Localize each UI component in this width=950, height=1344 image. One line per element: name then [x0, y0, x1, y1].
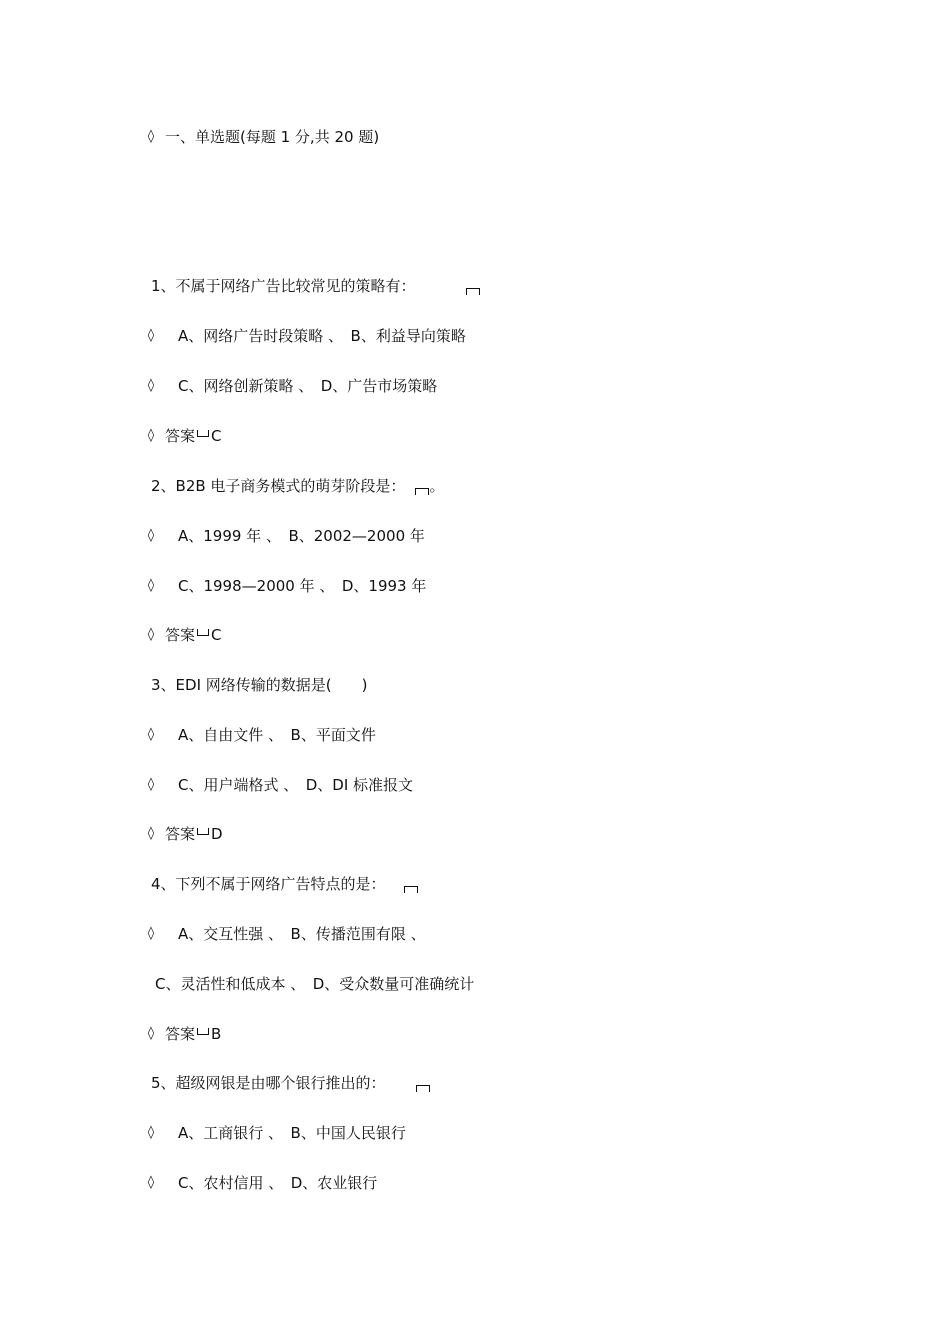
bullet-icon	[145, 627, 157, 643]
bullet-icon	[145, 777, 157, 793]
bullet-icon	[145, 378, 157, 394]
answer-mark-icon	[197, 629, 209, 636]
question-1-options-ab: A、网络广告时段策略 、 B、利益导向策略	[178, 327, 466, 345]
answer-value: B	[211, 1025, 222, 1043]
blank-mark-icon	[466, 288, 480, 295]
bullet-icon	[145, 1175, 157, 1191]
question-stem-text: 5、超级网银是由哪个银行推出的：	[151, 1074, 386, 1092]
bullet-icon	[145, 826, 157, 842]
answer-value: C	[211, 626, 222, 644]
answer-value: D	[211, 825, 223, 843]
question-2-answer	[165, 625, 222, 645]
question-stem-text: 2、B2B 电子商务模式的萌芽阶段是：	[151, 477, 406, 495]
question-2-stem	[151, 476, 444, 496]
bullet-icon	[145, 428, 157, 444]
question-4-options-ab: A、交互性强 、 B、传播范围有限 、	[178, 925, 426, 943]
question-2-options-cd: C、1998—2000 年 、 D、1993 年	[178, 577, 427, 595]
answer-mark-icon	[197, 430, 209, 437]
answer-label: 答案	[165, 427, 196, 445]
answer-value: C	[211, 427, 222, 445]
answer-mark-icon	[197, 828, 209, 835]
bullet-icon	[145, 727, 157, 743]
bullet-icon	[145, 926, 157, 942]
question-4-options-cd: C、灵活性和低成本 、 D、受众数量可准确统计	[155, 975, 475, 993]
question-4-stem	[151, 874, 418, 894]
question-1-stem	[151, 276, 480, 296]
answer-label: 答案	[165, 626, 196, 644]
blank-mark-icon	[415, 488, 429, 495]
bullet-icon	[145, 1026, 157, 1042]
answer-mark-icon	[197, 1028, 209, 1035]
bullet-icon	[145, 578, 157, 594]
answer-label: 答案	[165, 1025, 196, 1043]
question-stem-tail: 。	[429, 477, 445, 495]
question-stem-text: 4、下列不属于网络广告特点的是：	[151, 875, 386, 893]
question-4-answer	[165, 1024, 221, 1044]
bullet-icon	[145, 328, 157, 344]
question-3-answer	[165, 824, 223, 844]
bullet-icon	[145, 1125, 157, 1141]
question-stem-text: 1、不属于网络广告比较常见的策略有：	[151, 277, 416, 295]
blank-mark-icon	[404, 886, 418, 893]
question-1-answer	[165, 426, 222, 446]
question-3-options-ab: A、自由文件 、 B、平面文件	[178, 726, 376, 744]
question-1-options-cd: C、网络创新策略 、 D、广告市场策略	[178, 377, 438, 395]
bullet-icon	[145, 528, 157, 544]
answer-label: 答案	[165, 825, 196, 843]
question-2-options-ab: A、1999 年 、 B、2002—2000 年	[178, 527, 425, 545]
section-title: 一、单选题(每题 1 分,共 20 题)	[165, 128, 380, 146]
question-5-options-cd: C、农村信用 、 D、农业银行	[178, 1174, 378, 1192]
question-5-stem	[151, 1073, 430, 1093]
question-3-stem: 3、EDI 网络传输的数据是( )	[151, 676, 368, 694]
blank-mark-icon	[416, 1085, 430, 1092]
bullet-icon	[145, 129, 157, 145]
question-3-options-cd: C、用户端格式 、 D、DI 标准报文	[178, 776, 414, 794]
question-5-options-ab: A、工商银行 、 B、中国人民银行	[178, 1124, 406, 1142]
